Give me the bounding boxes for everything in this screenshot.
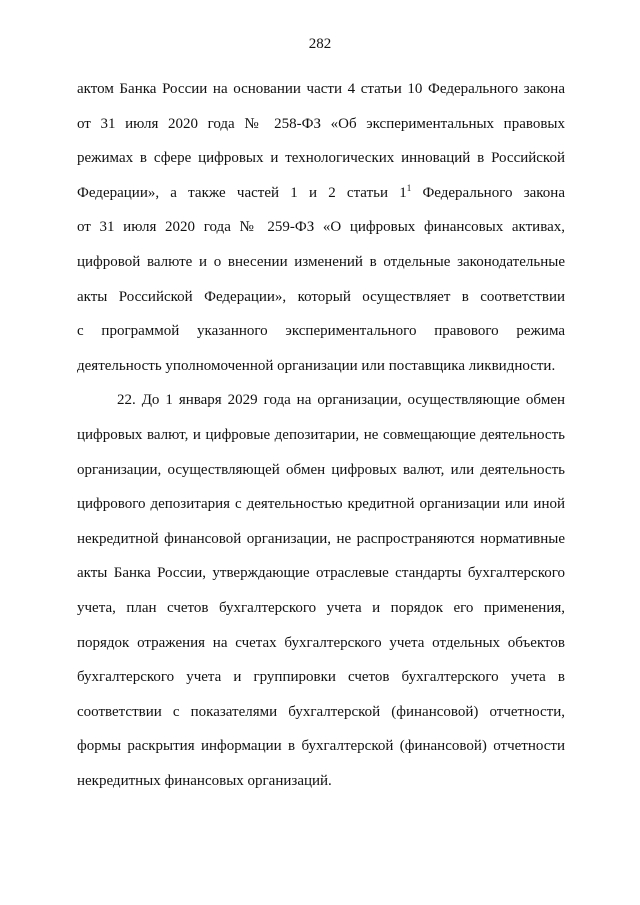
text-fragment: Федерации», а также частей 1 и 2 статьи 1 (77, 184, 407, 201)
text-line: актом Банка России на основании части 4 статьи 10 Федерального закона (77, 81, 565, 97)
text-line: от 31 июля 2020 года № 259-ФЗ «О цифровых финансовых активах, (77, 219, 565, 236)
text-line: учета, план счетов бухгалтерского учета и порядок его применения, (77, 599, 565, 616)
text-line: бухгалтерского учета и группировки счетов бухгалтерского учета в (77, 669, 565, 686)
text-line: цифровой валюте и о внесении изменений в отдельные законодательные (77, 253, 565, 270)
text-line: некредитной финансовой организации, не распространяются нормативные (77, 530, 565, 547)
text-line: соответствии с показателями бухгалтерской (финансовой) отчетности, (77, 703, 565, 720)
text-line: некредитных финансовых организаций. (77, 772, 332, 789)
superscript-marker: 1 (406, 182, 412, 193)
paragraph-22 (77, 383, 565, 798)
text-line-with-footnote (77, 176, 565, 211)
text-fragment: Федерального закона (411, 184, 565, 201)
text-line: организации, осуществляющей обмен цифровых валют, или деятельность (77, 461, 565, 478)
text-line: порядок отражения на счетах бухгалтерского учета отдельных объектов (77, 634, 565, 651)
text-line: с программой указанного экспериментального правового режима (77, 323, 565, 340)
text-line: цифровых валют, и цифровые депозитарии, не совмещающие деятельность (77, 426, 565, 443)
text-line: от 31 июля 2020 года № 258-ФЗ «Об экспериментальных правовых (77, 115, 565, 132)
document-body (77, 72, 565, 798)
text-line: режимах в сфере цифровых и технологических инноваций в Российской (77, 150, 565, 167)
paragraph-continuation (77, 72, 565, 383)
text-line: 22. До 1 января 2029 года на организации, осуществляющие обмен (117, 392, 565, 409)
text-line: акты Российской Федерации», который осуществляет в соответствии (77, 288, 565, 305)
text-line: формы раскрытия информации в бухгалтерской (финансовой) отчетности (77, 738, 565, 755)
text-line: деятельность уполномоченной организации или поставщика ликвидности. (77, 357, 556, 374)
text-line: цифрового депозитария с деятельностью кредитной организации или иной (77, 496, 565, 513)
page-number: 282 (308, 36, 332, 52)
text-line: акты Банка России, утверждающие отраслевые стандарты бухгалтерского (77, 565, 565, 582)
